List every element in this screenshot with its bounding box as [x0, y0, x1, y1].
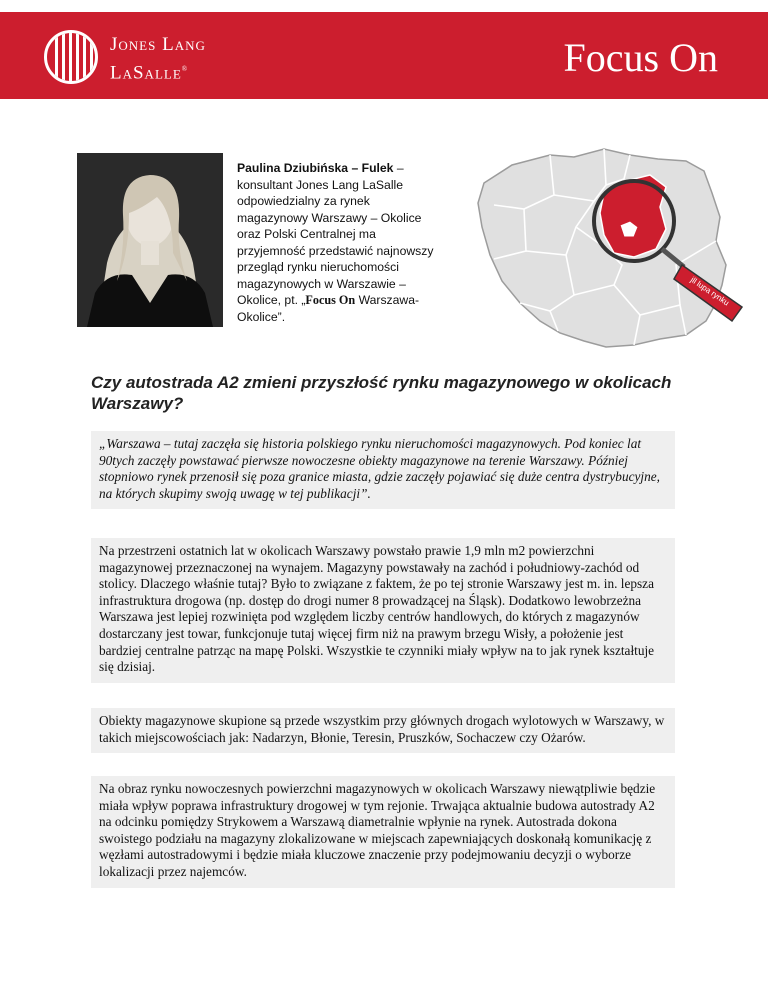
- poland-map-graphic: [454, 135, 768, 357]
- header-banner: [0, 12, 768, 99]
- article-headline: Czy autostrada A2 zmieni przyszłość rynku magazynowego w okolicach Warszawy?: [91, 373, 672, 413]
- poland-map: [454, 135, 768, 357]
- header-title: Focus On: [563, 35, 718, 80]
- brand-name: [110, 32, 206, 85]
- jll-logo-icon: [44, 30, 98, 84]
- magnifier-label: jll lupa rynku: [688, 275, 731, 308]
- paragraph-3: Na obraz rynku nowoczesnych powierzchni magazynowych w okolicach Warszawy niewątpliwie będzie miała wpływ poprawa infrastruktury drogowej w tym rejonie. Trwająca aktualnie budowa autostrady A2 na odcinku pomiędzy Strykowem a Warszawą diametralnie wpłynie na rynek. Autostrada dokona swoistego podziału na magazyny zlokalizowane w miejscach zapewniających doskonałą komunikację z węzłami autostradowymi i będzie miała kluczowe znaczenie przy podejmowaniu decyzji o wyborze lokalizacji przez najemców.: [91, 776, 675, 888]
- brand-line2: LaSalle: [110, 62, 182, 84]
- paragraph-1: Na przestrzeni ostatnich lat w okolicach Warszawy powstało prawie 1,9 mln m2 powierzchni magazynowej przeznaczonej na wynajem. Magazyny powstawały na zachód i południowy-zachód od stolicy. Dlaczego właśnie tutaj? Było to związane z faktem, że po tej stronie Warszawy jest m. in. lepsza infrastruktura drogowa (np. dostęp do drogi numer 8 prowadzącej na Śląsk). Dodatkowo lewobrzeżna Warszawa jest lepiej rozwinięta pod względem liczby centrów handlowych, do których z magazynów dostarczany jest towar, funkcjonuje tutaj więcej firm niż na prawym brzegu Wisły, a położenie jest bardziej centralne patrząc na mapę Polski. Wszystkie te czynniki miały wpływ na to jak rynek kształtuje się dzisiaj.: [91, 538, 675, 683]
- author-photo: [77, 153, 223, 327]
- author-intro: [237, 160, 437, 325]
- brand-line1: Jones Lang: [110, 34, 206, 55]
- paragraph-2: Obiekty magazynowe skupione są przede wszystkim przy głównych drogach wylotowych w Warszawy, w takich miejscowościach jak: Nadarzyn, Błonie, Teresin, Pruszków, Sochaczew czy Ożarów.: [91, 708, 675, 753]
- publication-name: Warszawa-Okolice”.: [237, 293, 420, 324]
- author-description: – konsultant Jones Lang LaSalle odpowiedzialny za rynek magazynowy Warszawy – Okolice oraz Polski Centralnej ma przyjemność przedstawić najnowszy przegląd rynku nieruchomości magazynowych w Warszawie – Okolice, pt. „: [237, 161, 434, 307]
- publication-brand: Focus On: [305, 293, 356, 307]
- intro-quote: „Warszawa – tutaj zaczęła się historia polskiego rynku nieruchomości magazynowych. Pod koniec lat 90tych zaczęły powstawać pierwsze nowoczesne obiekty magazynowe na terenie Warszawy. Później stopniowo rynek przenosił się poza granice miasta, gdzie zaczęły pojawiać się duże centra dystrybucyjne, na których skupimy swoją uwagę w tej publikacji”.: [91, 431, 675, 509]
- author-portrait-image: [77, 153, 223, 327]
- brand-mark: ®: [181, 65, 189, 73]
- author-name: Paulina Dziubińska – Fulek: [237, 161, 394, 175]
